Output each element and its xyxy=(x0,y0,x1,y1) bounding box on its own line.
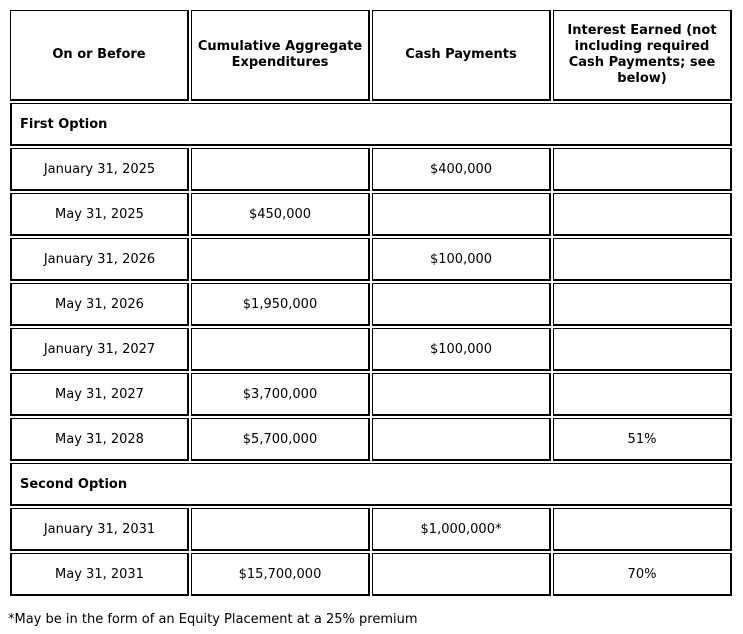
expenditures-cell: $5,700,000 xyxy=(191,418,370,461)
cash-payment-cell xyxy=(372,193,551,236)
header-row xyxy=(10,10,732,101)
cash-payment-cell xyxy=(372,418,551,461)
table-row xyxy=(10,373,732,416)
interest-cell xyxy=(553,283,732,326)
section-row xyxy=(10,463,732,506)
interest-cell xyxy=(553,328,732,371)
interest-cell: 70% xyxy=(553,553,732,596)
header-cumulative-expenditures: Cumulative Aggregate Expenditures xyxy=(191,10,370,101)
expenditures-cell xyxy=(191,328,370,371)
header-interest-earned: Interest Earned (not including required Cash Payments; see below) xyxy=(553,10,732,101)
date-cell: May 31, 2026 xyxy=(10,283,189,326)
header-cash-payments: Cash Payments xyxy=(372,10,551,101)
section-title: Second Option xyxy=(10,463,732,506)
cash-payment-cell: $100,000 xyxy=(372,328,551,371)
option-schedule-table xyxy=(8,8,734,598)
cash-payment-cell xyxy=(372,373,551,416)
expenditures-cell: $15,700,000 xyxy=(191,553,370,596)
header-on-or-before: On or Before xyxy=(10,10,189,101)
expenditures-cell: $450,000 xyxy=(191,193,370,236)
footnote: *May be in the form of an Equity Placement at a 25% premium xyxy=(8,612,418,627)
cash-payment-cell: $1,000,000* xyxy=(372,508,551,551)
date-cell: May 31, 2025 xyxy=(10,193,189,236)
table-row xyxy=(10,238,732,281)
cash-payment-cell xyxy=(372,553,551,596)
table-row xyxy=(10,508,732,551)
expenditures-cell xyxy=(191,148,370,191)
date-cell: May 31, 2031 xyxy=(10,553,189,596)
date-cell: May 31, 2028 xyxy=(10,418,189,461)
table-row xyxy=(10,553,732,596)
section-title: First Option xyxy=(10,103,732,146)
date-cell: January 31, 2027 xyxy=(10,328,189,371)
table-row xyxy=(10,418,732,461)
table-row xyxy=(10,148,732,191)
interest-cell xyxy=(553,193,732,236)
interest-cell xyxy=(553,148,732,191)
interest-cell xyxy=(553,238,732,281)
interest-cell: 51% xyxy=(553,418,732,461)
interest-cell xyxy=(553,373,732,416)
cash-payment-cell xyxy=(372,283,551,326)
cash-payment-cell: $100,000 xyxy=(372,238,551,281)
interest-cell xyxy=(553,508,732,551)
table-row xyxy=(10,328,732,371)
date-cell: January 31, 2025 xyxy=(10,148,189,191)
cash-payment-cell: $400,000 xyxy=(372,148,551,191)
date-cell: January 31, 2026 xyxy=(10,238,189,281)
table-row xyxy=(10,283,732,326)
date-cell: May 31, 2027 xyxy=(10,373,189,416)
table-row xyxy=(10,193,732,236)
date-cell: January 31, 2031 xyxy=(10,508,189,551)
section-row xyxy=(10,103,732,146)
expenditures-cell xyxy=(191,508,370,551)
expenditures-cell xyxy=(191,238,370,281)
expenditures-cell: $3,700,000 xyxy=(191,373,370,416)
expenditures-cell: $1,950,000 xyxy=(191,283,370,326)
